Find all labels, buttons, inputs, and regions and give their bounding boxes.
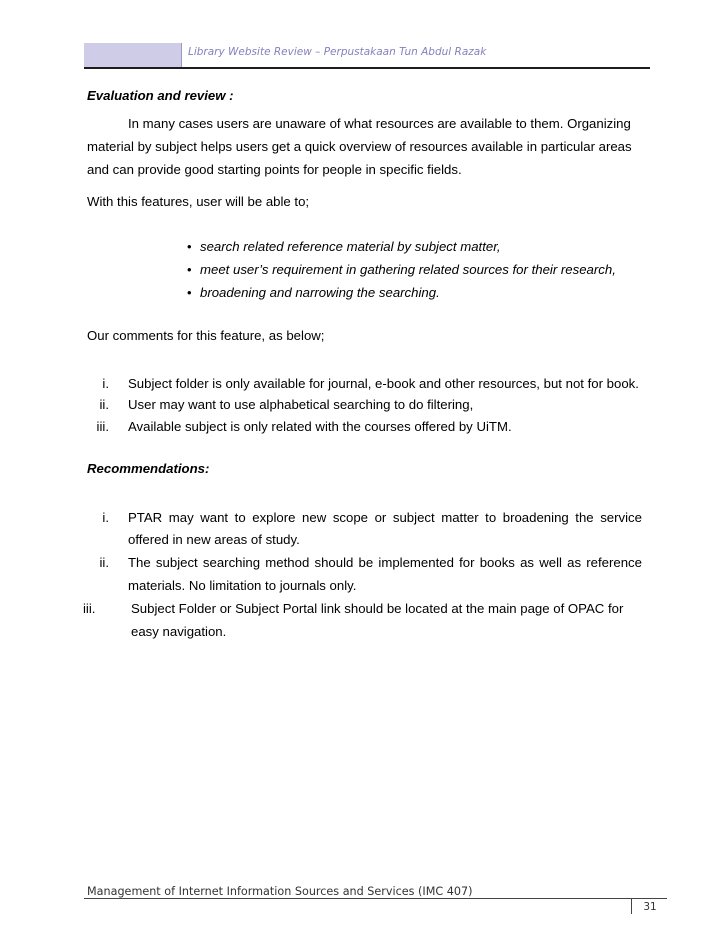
- features-intro: With this features, user will be able to;: [87, 194, 310, 209]
- page-number: 31: [631, 898, 668, 914]
- footer-course-title: Management of Internet Information Sources and Services (IMC 407): [87, 885, 473, 898]
- bullet-marker-3: •: [187, 285, 192, 300]
- header-color-block: [84, 43, 182, 67]
- evaluation-paragraph-line-3: and can provide good starting points for people in specific fields.: [87, 162, 462, 177]
- comment-item-3: Available subject is only related with the courses offered by UiTM.: [128, 419, 512, 434]
- evaluation-heading: Evaluation and review :: [87, 88, 234, 103]
- header-rule: [84, 67, 650, 69]
- recommendation-3-line-2: easy navigation.: [131, 624, 227, 639]
- comment-number-1: i.: [102, 376, 109, 391]
- recommendation-1-line-2: offered in new areas of study.: [128, 532, 300, 547]
- recommendation-3-line-1: Subject Folder or Subject Portal link should be located at the main page of OPAC for: [131, 601, 624, 616]
- recommendation-2-line-2: materials. No limitation to journals only.: [128, 578, 357, 593]
- header-title: Library Website Review – Perpustakaan Tun Abdul Razak: [188, 46, 487, 58]
- recommendation-1-line-1: PTAR may want to explore new scope or subject matter to broadening the service: [128, 510, 642, 525]
- evaluation-paragraph-line-2: material by subject helps users get a quick overview of resources available in particular areas: [87, 139, 632, 154]
- bullet-marker-1: •: [187, 239, 192, 254]
- recommendation-number-2: ii.: [99, 555, 109, 570]
- recommendation-number-1: i.: [102, 510, 109, 525]
- bullet-item-2: meet user’s requirement in gathering related sources for their research,: [200, 262, 616, 277]
- comment-item-2: User may want to use alphabetical searching to do filtering,: [128, 397, 474, 412]
- comment-number-3: iii.: [96, 419, 109, 434]
- comments-intro: Our comments for this feature, as below;: [87, 328, 325, 343]
- bullet-item-3: broadening and narrowing the searching.: [200, 285, 440, 300]
- comment-number-2: ii.: [99, 397, 109, 412]
- footer-rule: [84, 898, 667, 899]
- recommendations-heading: Recommendations:: [87, 461, 210, 476]
- evaluation-paragraph-line-1: In many cases users are unaware of what resources are available to them. Organizing: [128, 116, 631, 131]
- header-divider: [181, 43, 182, 67]
- bullet-item-1: search related reference material by subject matter,: [200, 239, 501, 254]
- comment-item-1: Subject folder is only available for journal, e-book and other resources, but not for book.: [128, 376, 639, 391]
- bullet-marker-2: •: [187, 262, 192, 277]
- recommendation-2-line-1: The subject searching method should be implemented for books as well as reference: [128, 555, 642, 570]
- recommendation-number-3: iii.: [83, 601, 96, 616]
